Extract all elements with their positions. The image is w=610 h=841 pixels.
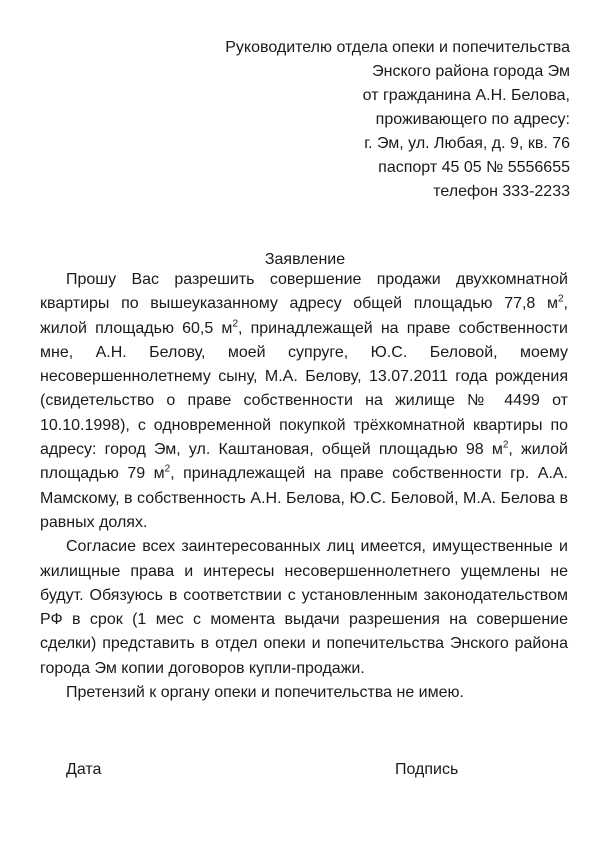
document-body [40, 268, 568, 705]
paragraph-text: , принадлежащей на праве собственности мне, А.Н. Белову, моей супруге, Ю.С. Беловой, моему несовершеннолетнему сыну, М.А. Белову, 13.07.2011 года рождения (свидетельство о праве собственности на жилище № 4499 от 10.10.1998), с одновременной покупкой трёхкомнатной квартиры по адресу: город Эм, ул. Каштановая, общей площадью 98 м [40, 319, 568, 459]
paragraph-consent: Согласие всех заинтересованных лиц имеется, имущественные и жилищные права и интересы несовершеннолетнего ущемлены не будут. Обязуюсь в соответствии с установленным законодательством РФ в срок (1 мес с момента выдачи разрешения на совершение сделки) представить в отдел опеки и попечительства Энского района города Эм копии договоров купли-продажи. [40, 538, 568, 677]
sender-phone: телефон 333-2233 [433, 183, 570, 200]
signature-label: Подпись [395, 761, 459, 778]
document-title: Заявление [264, 251, 346, 268]
paragraph-no-claims: Претензий к органу опеки и попечительства не имею. [66, 684, 464, 702]
paragraph-request [40, 268, 568, 535]
date-label: Дата [66, 761, 102, 778]
superscript: 2 [232, 318, 238, 330]
sender-address: г. Эм, ул. Любая, д. 9, кв. 76 [364, 135, 570, 152]
superscript: 2 [502, 439, 509, 451]
superscript: 2 [164, 464, 171, 476]
addressee-block [150, 36, 570, 204]
paragraph-text: , жилой площадью 79 м [40, 441, 568, 483]
sender-passport: паспорт 45 05 № 5556655 [378, 159, 570, 176]
sender-line: проживающего по адресу: [375, 111, 570, 128]
paragraph-text: , жилой площадью 60,5 м [40, 295, 568, 337]
superscript: 2 [557, 293, 564, 305]
addressee-line: Энского района города Эм [372, 63, 570, 80]
addressee-line: Руководителю отдела опеки и попечительства [225, 39, 570, 56]
sender-line: от гражданина А.Н. Белова, [362, 87, 570, 104]
paragraph-text: , принадлежащей на праве собственности гр. А.А. Мамскому, в собственность А.Н. Белова, Ю.С. Беловой, М.А. Белова в равных долях. [40, 465, 568, 531]
paragraph-text: Прошу Вас разрешить совершение продажи двухкомнатной квартиры по вышеуказанному адресу общей площадью 77,8 м [40, 271, 568, 313]
